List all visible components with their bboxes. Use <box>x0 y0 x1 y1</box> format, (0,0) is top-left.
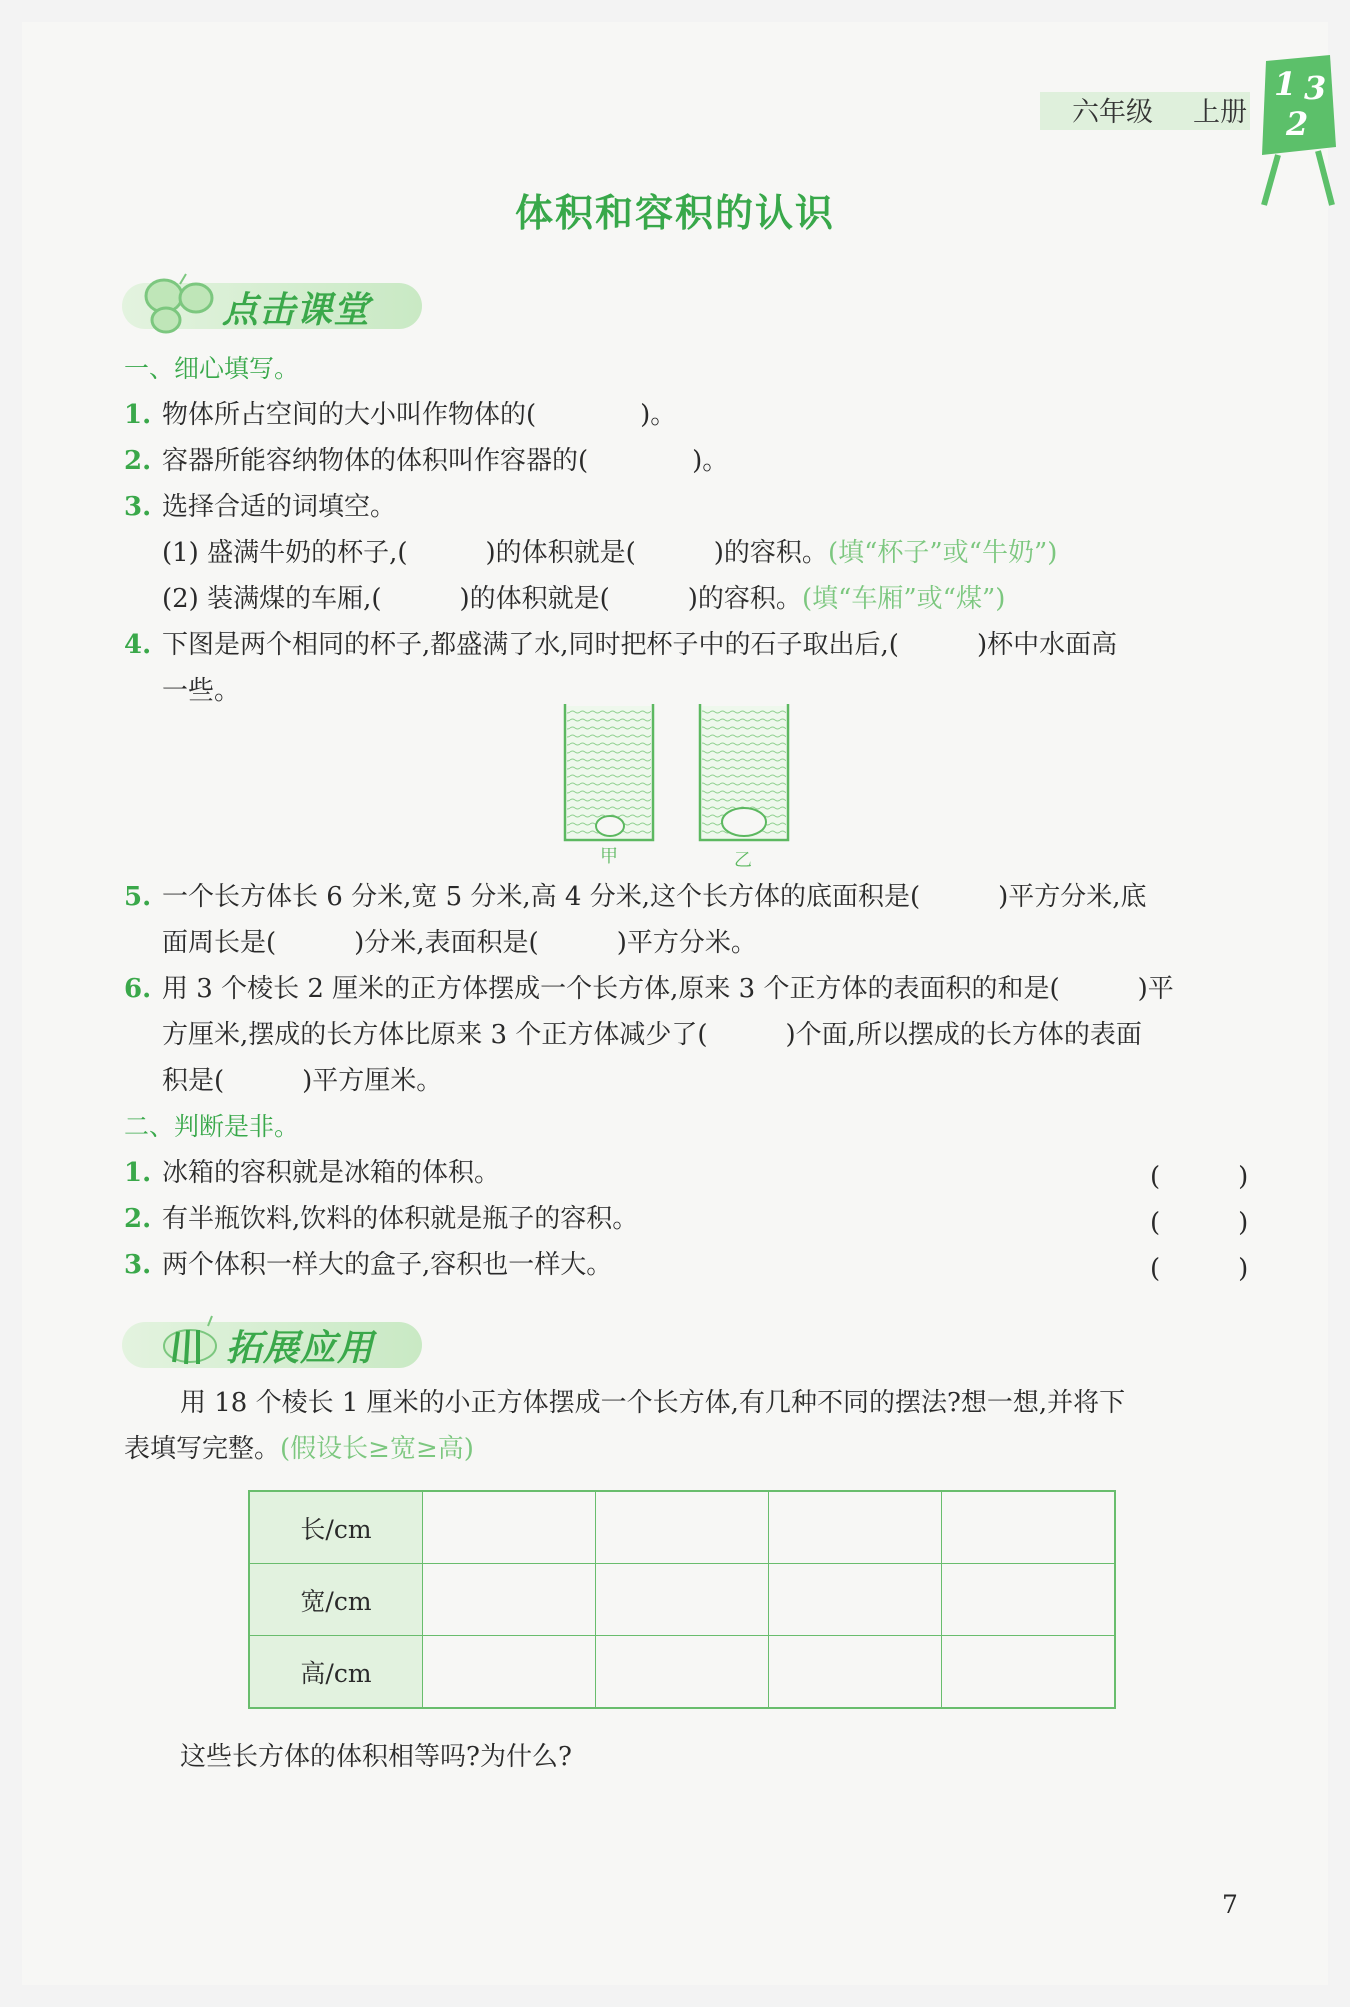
judge-1-answer[interactable]: ( ) <box>1150 1162 1249 1192</box>
judge-1-text: 冰箱的容积就是冰箱的体积。 <box>162 1158 501 1188</box>
ext-text1: 用 18 个棱长 1 厘米的小正方体摆成一个长方体,有几种不同的摆法?想一想,并将下 <box>180 1388 1126 1418</box>
page-title: 体积和容积的认识 <box>514 191 835 235</box>
q4-text2: 一些。 <box>162 676 241 706</box>
part1-title: 一、细心填写。 <box>124 354 300 383</box>
q6-text2: 方厘米,摆成的长方体比原来 3 个正方体减少了( )个面,所以摆成的长方体的表面 <box>162 1020 1142 1050</box>
final-question: 这些长方体的体积相等吗?为什么? <box>180 1742 572 1772</box>
q6-text1: 用 3 个棱长 2 厘米的正方体摆成一个长方体,原来 3 个正方体的表面积的和是( )平 <box>162 974 1174 1004</box>
badge-digit-3: 3 <box>1304 69 1327 107</box>
butterfly-icon <box>140 272 220 342</box>
q1-text: 物体所占空间的大小叫作物体的( )。 <box>162 400 677 430</box>
q4-text1: 下图是两个相同的杯子,都盛满了水,同时把杯子中的石子取出后,( )杯中水面高 <box>162 630 1118 660</box>
section1-heading: 点击课堂 <box>222 290 371 331</box>
judge-2-text: 有半瓶饮料,饮料的体积就是瓶子的容积。 <box>162 1204 639 1234</box>
badge-digit-2: 2 <box>1286 105 1309 143</box>
q2-text: 容器所能容纳物体的体积叫作容器的( )。 <box>162 446 729 476</box>
section2-heading: 拓展应用 <box>226 1328 375 1369</box>
judge-1-num: 1. <box>124 1158 152 1188</box>
row-header-height: 高/cm <box>249 1636 423 1709</box>
q3-sub1-text: (1) 盛满牛奶的杯子,( )的体积就是( )的容积。 <box>162 538 828 568</box>
q6-text3: 积是( )平方厘米。 <box>162 1066 443 1096</box>
judge-item-3 <box>124 1248 612 1282</box>
cups-figure <box>560 700 800 874</box>
q4 <box>124 628 1117 662</box>
q3-sub1 <box>162 536 1057 570</box>
badge-digit-1: 1 <box>1274 65 1297 103</box>
table-cell[interactable] <box>596 1564 769 1636</box>
dimension-table <box>248 1490 1116 1709</box>
table-row <box>249 1564 1115 1636</box>
judge-2-answer[interactable]: ( ) <box>1150 1208 1249 1238</box>
table-row <box>249 1491 1115 1564</box>
table-row <box>249 1636 1115 1709</box>
q3-sub2-text: (2) 装满煤的车厢,( )的体积就是( )的容积。 <box>162 584 802 614</box>
ext-text2-main: 表填写完整。 <box>124 1434 281 1464</box>
q3-sub2 <box>162 582 1005 616</box>
table-cell[interactable] <box>596 1491 769 1564</box>
judge-3-num: 3. <box>124 1250 152 1280</box>
page-number: 7 <box>1222 1890 1238 1919</box>
cup-b-label: 乙 <box>734 850 752 870</box>
cup-a-label: 甲 <box>600 846 618 867</box>
q3-text: 选择合适的词填空。 <box>162 492 397 522</box>
part2-title: 二、判断是非。 <box>124 1112 300 1141</box>
q2 <box>124 444 728 478</box>
q2-num: 2. <box>124 446 152 476</box>
q5-text1: 一个长方体长 6 分米,宽 5 分米,高 4 分米,这个长方体的底面积是( )平方分米,底 <box>162 882 1147 912</box>
table-cell[interactable] <box>423 1636 596 1709</box>
cup-a <box>565 704 653 840</box>
judge-2-num: 2. <box>124 1204 152 1234</box>
q3-sub1-hint: (填“杯子”或“牛奶”) <box>827 538 1058 568</box>
table-cell[interactable] <box>769 1491 942 1564</box>
judge-3-text: 两个体积一样大的盒子,容积也一样大。 <box>162 1250 613 1280</box>
ext-hint: (假设长≥宽≥高) <box>280 1434 474 1464</box>
q3-num: 3. <box>124 492 152 522</box>
q5-text2: 面周长是( )分米,表面积是( )平方分米。 <box>162 928 757 958</box>
q6-num: 6. <box>124 974 152 1004</box>
q4-num: 4. <box>124 630 152 660</box>
q3-sub2-hint: (填“车厢”或“煤”) <box>801 584 1006 614</box>
table-cell[interactable] <box>769 1564 942 1636</box>
judge-item-2 <box>124 1202 638 1236</box>
table-cell[interactable] <box>596 1636 769 1709</box>
table-cell[interactable] <box>423 1564 596 1636</box>
q1 <box>124 398 676 432</box>
volume-label: 上册 <box>1193 97 1247 128</box>
table-cell[interactable] <box>942 1564 1116 1636</box>
judge-item-1 <box>124 1156 500 1190</box>
table-cell[interactable] <box>942 1636 1116 1709</box>
table-cell[interactable] <box>423 1491 596 1564</box>
table-cell[interactable] <box>942 1491 1116 1564</box>
row-header-width: 宽/cm <box>249 1564 423 1636</box>
grade-label: 六年级 <box>1072 97 1153 128</box>
row-header-length: 长/cm <box>249 1491 423 1564</box>
q5 <box>124 880 1147 914</box>
q5-num: 5. <box>124 882 152 912</box>
ext-text2 <box>124 1432 474 1466</box>
judge-3-answer[interactable]: ( ) <box>1150 1254 1249 1284</box>
table-cell[interactable] <box>769 1636 942 1709</box>
q6 <box>124 972 1174 1006</box>
cup-b <box>700 704 788 840</box>
q1-num: 1. <box>124 400 152 430</box>
q3 <box>124 490 396 524</box>
bee-icon <box>150 1312 230 1376</box>
